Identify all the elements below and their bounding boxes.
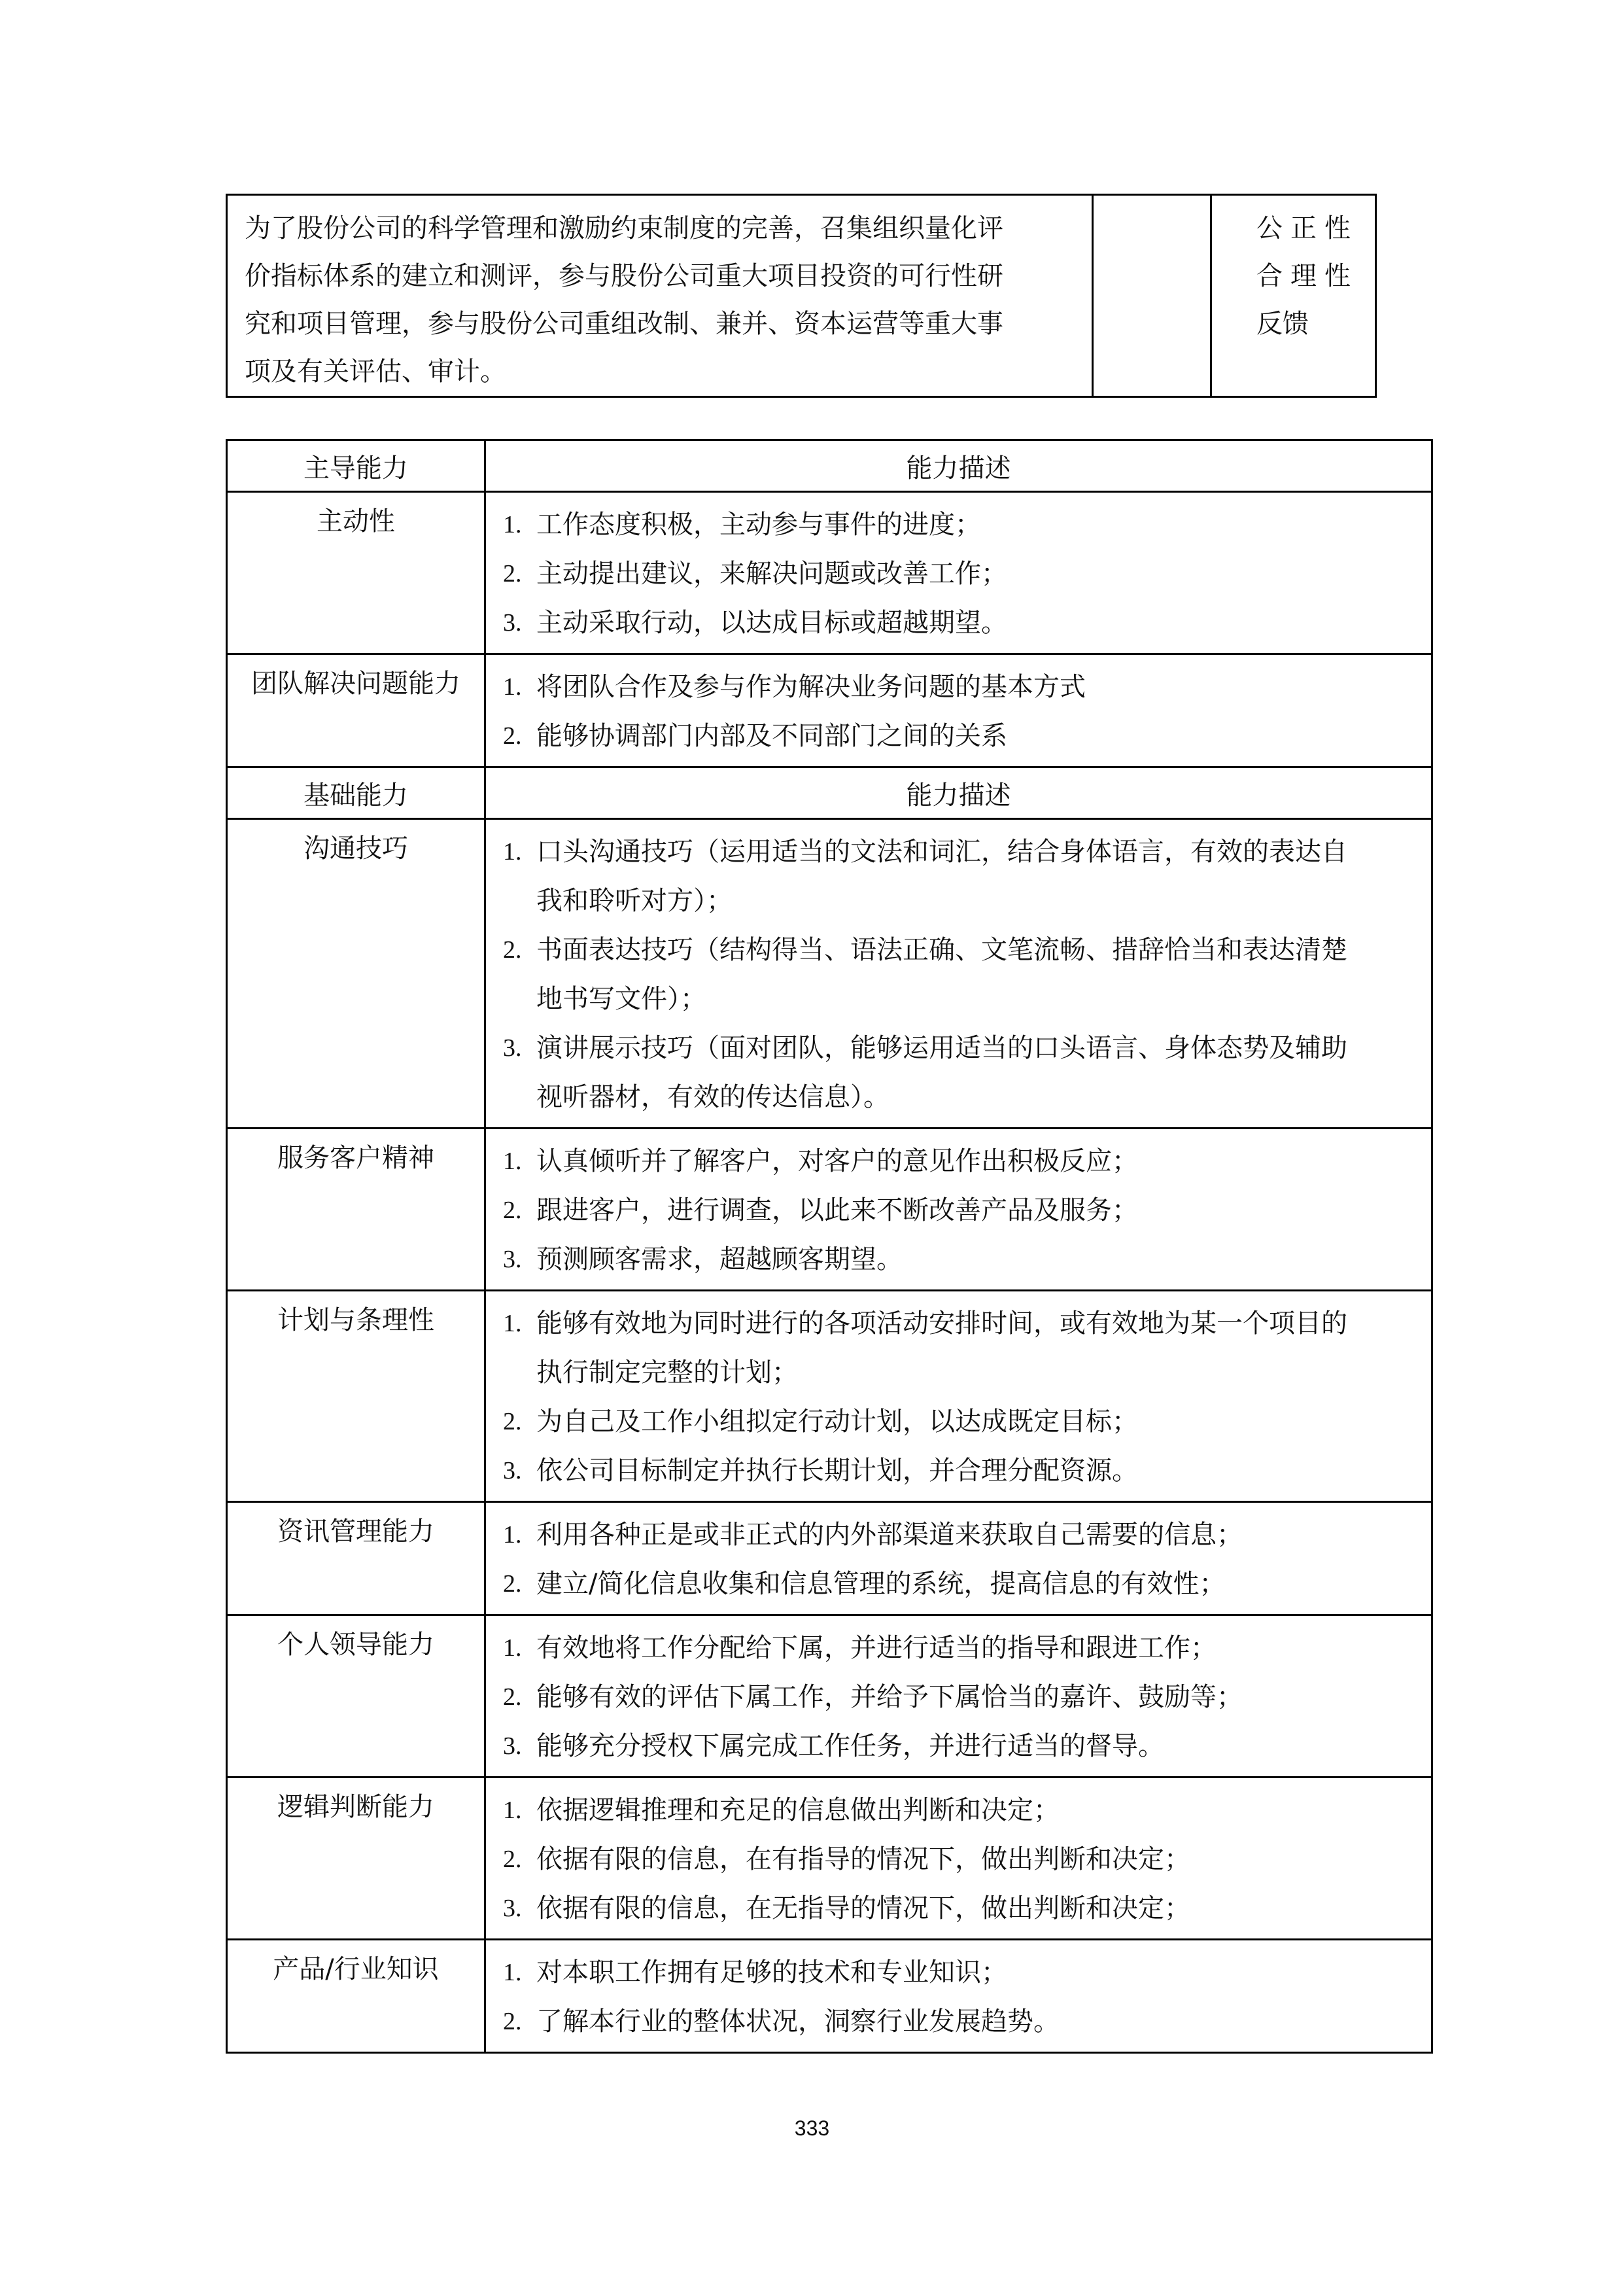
item-number: 1. (503, 1796, 522, 1824)
description-line: 为了股份公司的科学管理和激励约束制度的完善，召集组织量化评 (245, 213, 1003, 243)
competency-item (486, 1446, 1431, 1496)
empty-cell (1093, 195, 1211, 397)
competency-name-cell (227, 1129, 485, 1291)
competency-item (486, 1511, 1431, 1560)
competency-name: 个人领导能力 (277, 1630, 434, 1660)
competency-item (486, 926, 1431, 1024)
header-competency-name: 主导能力 (227, 440, 485, 492)
competency-item (486, 1299, 1431, 1397)
item-text-line: 对本职工作拥有足够的技术和专业知识； (536, 1957, 1007, 1988)
competency-name: 团队解决问题能力 (251, 669, 460, 699)
competency-description-cell (485, 654, 1432, 767)
competency-name-cell (227, 1615, 485, 1778)
competency-row (227, 1502, 1432, 1615)
item-text-line: 能够有效的评估下属工作，并给予下属恰当的嘉许、鼓励等； (536, 1682, 1243, 1712)
competency-description-cell (485, 1778, 1432, 1940)
competency-row (227, 1291, 1432, 1502)
description-line: 究和项目管理，参与股份公司重组改制、兼并、资本运营等重大事 (245, 309, 1003, 339)
item-text-line: 了解本行业的整体状况，洞察行业发展趋势。 (536, 2006, 1060, 2037)
competency-item (486, 1235, 1431, 1284)
basic-header-row (227, 767, 1432, 819)
competency-item-list (486, 655, 1431, 766)
competency-name-cell (227, 1940, 485, 2053)
item-number: 1. (503, 673, 522, 701)
item-text-line: 认真倾听并了解客户，对客户的意见作出积极反应； (536, 1146, 1138, 1176)
competency-row (227, 1129, 1432, 1291)
item-text-line: 有效地将工作分配给下属，并进行适当的指导和跟进工作； (536, 1633, 1217, 1663)
competency-description-cell (485, 1291, 1432, 1502)
competency-name: 资讯管理能力 (277, 1516, 434, 1547)
item-text-line: 依公司目标制定并执行长期计划，并合理分配资源。 (536, 1456, 1138, 1486)
description-line: 项及有关评估、审计。 (245, 357, 506, 387)
competency-name-cell (227, 1778, 485, 1940)
competency-row (227, 654, 1432, 767)
item-number: 1. (503, 1634, 522, 1662)
competency-item (486, 1884, 1431, 1933)
responsibility-description-cell (227, 195, 1093, 397)
competency-name: 服务客户精神 (277, 1143, 434, 1173)
criteria-line: 合理性 (1256, 261, 1358, 291)
item-number: 1. (503, 511, 522, 538)
item-number: 1. (503, 1959, 522, 1986)
item-number: 2. (503, 1683, 522, 1711)
item-text-line: 能够协调部门内部及不同部门之间的关系 (536, 721, 1007, 751)
item-text-line: 视听器材，有效的传达信息）。 (536, 1082, 890, 1112)
item-number: 1. (503, 838, 522, 866)
competency-item-list (486, 493, 1431, 653)
item-text-line: 口头沟通技巧（运用适当的文法和词汇，结合身体语言，有效的表达自 (536, 837, 1347, 867)
competency-item (486, 1786, 1431, 1835)
item-number: 2. (503, 2008, 522, 2035)
header-competency-description: 能力描述 (485, 440, 1432, 492)
competency-name: 逻辑判断能力 (277, 1792, 434, 1822)
item-text-line: 为自己及工作小组拟定行动计划，以达成既定目标； (536, 1407, 1138, 1437)
item-text-line: 预测顾客需求，超越顾客期望。 (536, 1244, 903, 1274)
item-number: 3. (503, 1732, 522, 1760)
competency-item (486, 1137, 1431, 1186)
competency-item (486, 1624, 1431, 1673)
competency-item (486, 1948, 1431, 1997)
competency-name-cell (227, 492, 485, 654)
competency-item-list (486, 1940, 1431, 2052)
item-number: 2. (503, 1570, 522, 1598)
item-text-line: 演讲展示技巧（面对团队，能够运用适当的口头语言、身体态势及辅助 (536, 1033, 1347, 1063)
item-text-line: 建立/简化信息收集和信息管理的系统，提高信息的有效性； (536, 1569, 1226, 1599)
competency-name: 主动性 (317, 506, 395, 536)
page-number: 333 (794, 2116, 830, 2140)
item-text-line: 主动提出建议，来解决问题或改善工作； (536, 559, 1007, 589)
item-text-line: 书面表达技巧（结构得当、语法正确、文笔流畅、措辞恰当和表达清楚 (536, 935, 1347, 965)
criteria-line: 公正性 (1256, 213, 1358, 243)
criteria-line: 反馈 (1256, 309, 1309, 339)
item-text-line: 能够充分授权下属完成工作任务，并进行适当的督导。 (536, 1731, 1164, 1761)
item-number: 3. (503, 1457, 522, 1484)
competency-name: 计划与条理性 (277, 1305, 434, 1335)
competency-description-cell (485, 819, 1432, 1129)
competency-item (486, 663, 1431, 712)
competency-row (227, 1940, 1432, 2053)
competency-description-cell (485, 492, 1432, 654)
item-text-line: 将团队合作及参与作为解决业务问题的基本方式 (536, 672, 1086, 702)
item-text-line: 工作态度积极，主动参与事件的进度； (536, 510, 981, 540)
competency-name-cell (227, 1291, 485, 1502)
item-number: 2. (503, 560, 522, 587)
competency-description-cell (485, 1502, 1432, 1615)
competency-item (486, 712, 1431, 761)
competency-item (486, 1186, 1431, 1235)
item-text-line: 我和聆听对方）； (536, 886, 733, 916)
competency-name-cell (227, 1502, 485, 1615)
competency-row (227, 819, 1432, 1129)
item-text-line: 执行制定完整的计划； (536, 1358, 798, 1388)
item-number: 2. (503, 722, 522, 750)
competency-table (226, 439, 1433, 2054)
competency-item (486, 500, 1431, 550)
competency-item-list (486, 1291, 1431, 1501)
competency-item-list (486, 1778, 1431, 1938)
competency-item (486, 1722, 1431, 1771)
competency-name: 产品/行业知识 (273, 1954, 439, 1984)
competency-item-list (486, 1129, 1431, 1289)
competency-name: 沟通技巧 (303, 833, 408, 864)
item-text-line: 依据有限的信息，在无指导的情况下，做出判断和决定； (536, 1893, 1190, 1923)
item-number: 2. (503, 1408, 522, 1435)
item-number: 3. (503, 1246, 522, 1273)
competency-item-list (486, 1503, 1431, 1614)
item-text-line: 利用各种正是或非正式的内外部渠道来获取自己需要的信息； (536, 1520, 1243, 1550)
competency-item (486, 1560, 1431, 1609)
item-number: 3. (503, 1034, 522, 1062)
item-number: 1. (503, 1521, 522, 1549)
competency-item-list (486, 820, 1431, 1127)
competency-item (486, 1397, 1431, 1446)
competency-item-list (486, 1616, 1431, 1776)
competency-name-cell (227, 819, 485, 1129)
header-competency-name: 基础能力 (227, 767, 485, 819)
competency-row (227, 492, 1432, 654)
responsibility-row (227, 195, 1376, 397)
item-number: 3. (503, 1895, 522, 1922)
competency-row (227, 1778, 1432, 1940)
competency-item (486, 1997, 1431, 2046)
description-line: 价指标体系的建立和测评，参与股份公司重大项目投资的可行性研 (245, 261, 1003, 291)
item-number: 2. (503, 1846, 522, 1873)
item-text-line: 依据有限的信息，在有指导的情况下，做出判断和决定； (536, 1844, 1190, 1874)
item-text-line: 依据逻辑推理和充足的信息做出判断和决定； (536, 1795, 1060, 1825)
competency-item (486, 599, 1431, 648)
competency-row (227, 1615, 1432, 1778)
competency-item (486, 550, 1431, 599)
competency-name-cell (227, 654, 485, 767)
competency-description-cell (485, 1615, 1432, 1778)
item-number: 2. (503, 936, 522, 964)
item-text-line: 主动采取行动，以达成目标或超越期望。 (536, 608, 1007, 638)
competency-description-cell (485, 1940, 1432, 2053)
header-competency-description: 能力描述 (485, 767, 1432, 819)
responsibility-table (226, 194, 1377, 398)
item-number: 1. (503, 1310, 522, 1337)
competency-item (486, 1024, 1431, 1122)
item-number: 3. (503, 609, 522, 637)
item-number: 1. (503, 1148, 522, 1175)
competency-item (486, 828, 1431, 926)
item-text-line: 跟进客户，进行调查，以此来不断改善产品及服务； (536, 1195, 1138, 1225)
competency-item (486, 1835, 1431, 1884)
item-text-line: 地书写文件）； (536, 984, 706, 1014)
leading-header-row (227, 440, 1432, 492)
competency-item (486, 1673, 1431, 1722)
item-number: 2. (503, 1197, 522, 1224)
competency-description-cell (485, 1129, 1432, 1291)
criteria-cell (1211, 195, 1376, 397)
item-text-line: 能够有效地为同时进行的各项活动安排时间，或有效地为某一个项目的 (536, 1308, 1347, 1339)
